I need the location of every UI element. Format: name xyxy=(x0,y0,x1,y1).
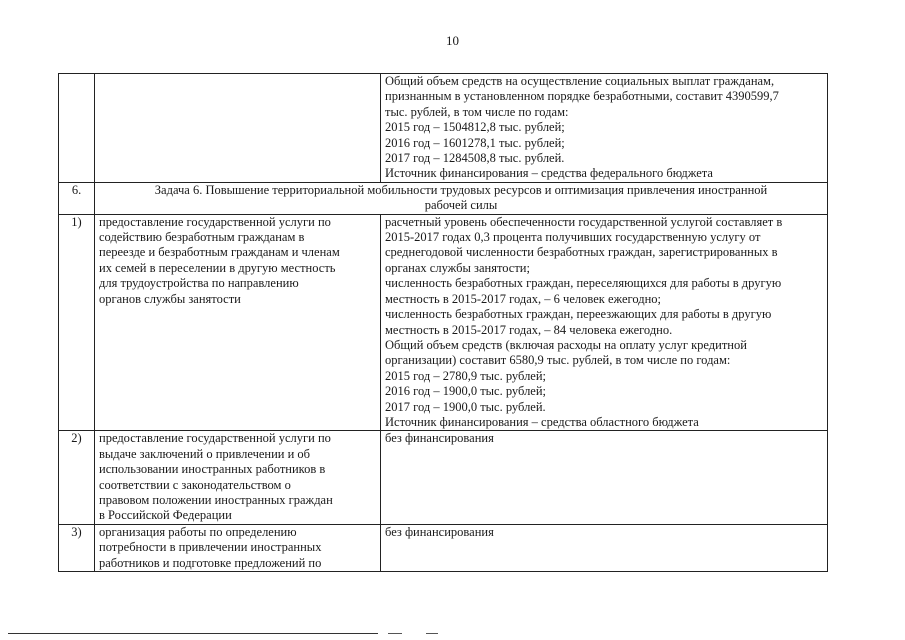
text-line: 2015 год – 2780,9 тыс. рублей; xyxy=(385,368,547,383)
text-line: среднегодовой численности безработных граждан, зарегистрированных в xyxy=(385,245,778,260)
text-line: 2017 год – 1284508,8 тыс. рублей. xyxy=(385,151,565,166)
text-line: численность безработных граждан, переезжающих для работы в другую xyxy=(385,307,772,322)
item-number-cell: 2) xyxy=(59,431,95,524)
text-line: их семей в переселении в другую местность xyxy=(99,260,336,275)
table-row xyxy=(59,524,828,571)
text-line: без финансирования xyxy=(385,431,494,446)
activity-cell xyxy=(95,431,381,524)
text-line: Источник финансирования – средства федерального бюджета xyxy=(385,166,713,181)
details-cell xyxy=(381,431,828,524)
text-line: содействию безработным гражданам в xyxy=(99,230,305,245)
task-title-line: рабочей силы xyxy=(424,198,498,213)
task-title-cell xyxy=(95,182,828,214)
footer-mark xyxy=(426,633,438,634)
text-line: переезде и безработным гражданам и членам xyxy=(99,245,340,260)
details-cell xyxy=(381,214,828,431)
task-row xyxy=(59,182,828,214)
task-title-line: Задача 6. Повышение территориальной мобильности трудовых ресурсов и оптимизация привлечения иностранной xyxy=(154,182,768,197)
text-line: выдаче заключений о привлечении и об xyxy=(99,446,311,461)
table-row xyxy=(59,214,828,431)
text-line: органов службы занятости xyxy=(99,291,241,306)
text-line: 2015 год – 1504812,8 тыс. рублей; xyxy=(385,120,565,135)
text-line: для трудоустройства по направлению xyxy=(99,276,299,291)
text-line: Общий объем средств на осуществление социальных выплат гражданам, xyxy=(385,74,775,88)
activity-cell xyxy=(95,74,381,183)
page-number: 10 xyxy=(446,33,459,48)
details-cell xyxy=(381,74,828,183)
text-line: предоставление государственной услуги по xyxy=(99,431,331,446)
task-number-cell: 6. xyxy=(59,182,95,214)
activity-cell xyxy=(95,214,381,431)
text-line: соответствии с законодательством о xyxy=(99,477,291,492)
text-line: тыс. рублей, в том числе по годам: xyxy=(385,104,569,119)
text-line: использовании иностранных работников в xyxy=(99,462,326,477)
footer-rule xyxy=(8,633,378,634)
text-line: 2016 год – 1900,0 тыс. рублей; xyxy=(385,384,547,399)
item-number-cell: 3) xyxy=(59,524,95,571)
text-line: организации) составит 6580,9 тыс. рублей, в том числе по годам: xyxy=(385,353,731,368)
text-line: предоставление государственной услуги по xyxy=(99,214,331,229)
text-line: Источник финансирования – средства областного бюджета xyxy=(385,414,699,429)
item-number-cell: 1) xyxy=(59,214,95,431)
text-line: численность безработных граждан, переселяющихся для работы в другую xyxy=(385,276,782,291)
text-line: местность в 2015-2017 годах, – 6 человек ежегодно; xyxy=(385,291,661,306)
text-line: организация работы по определению xyxy=(99,524,297,539)
text-line: органах службы занятости; xyxy=(385,260,530,275)
table-row xyxy=(59,431,828,524)
text-line: правовом положении иностранных граждан xyxy=(99,492,333,507)
program-table xyxy=(58,73,828,572)
details-cell xyxy=(381,524,828,571)
row-number-cell xyxy=(59,74,95,183)
text-line: потребности в привлечении иностранных xyxy=(99,540,322,555)
text-line: в Российской Федерации xyxy=(99,508,232,523)
text-line: расчетный уровень обеспеченности государственной услугой составляет в xyxy=(385,214,783,229)
text-line: признанным в установленном порядке безработными, составит 4390599,7 xyxy=(385,89,779,104)
text-line: местность в 2015-2017 годах, – 84 человека ежегодно. xyxy=(385,322,673,337)
text-line: 2017 год – 1900,0 тыс. рублей. xyxy=(385,399,546,414)
text-line: без финансирования xyxy=(385,524,494,539)
text-line: 2015-2017 годах 0,3 процента получивших государственную услугу от xyxy=(385,230,761,245)
text-line: Общий объем средств (включая расходы на оплату услуг кредитной xyxy=(385,337,747,352)
text-line: 2016 год – 1601278,1 тыс. рублей; xyxy=(385,135,565,150)
footer-mark xyxy=(388,633,402,634)
table-row xyxy=(59,74,828,183)
activity-cell xyxy=(95,524,381,571)
text-line: работников и подготовке предложений по xyxy=(99,555,322,570)
